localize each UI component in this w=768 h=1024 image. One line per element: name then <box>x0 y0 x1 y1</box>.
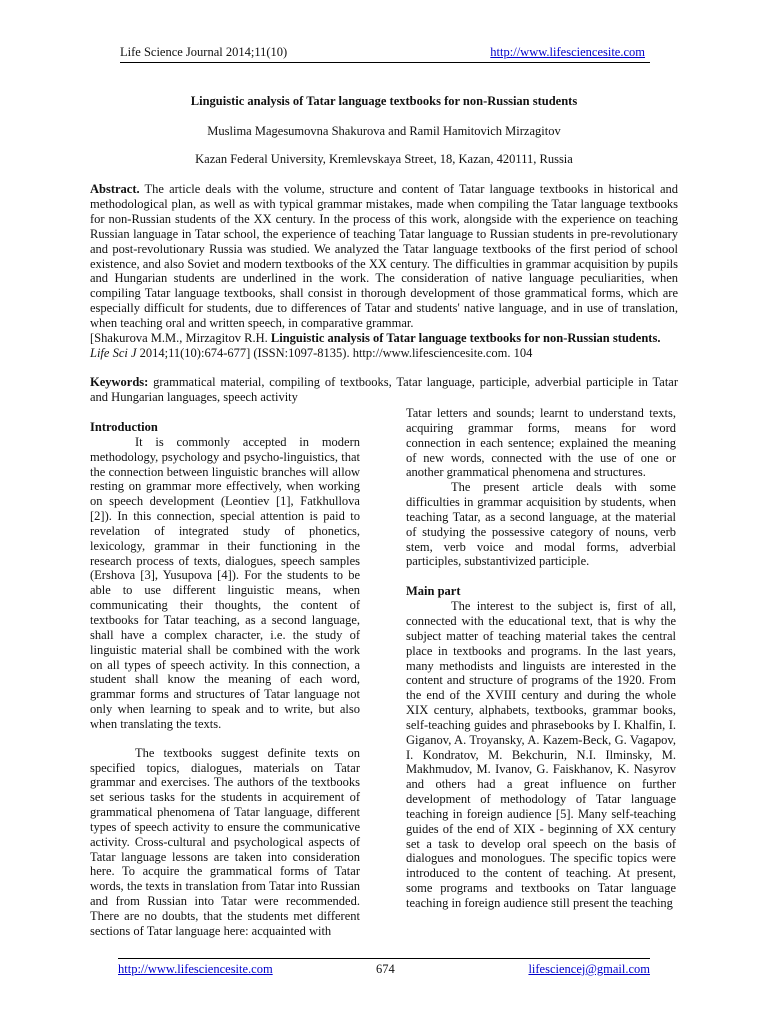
paper-affiliation: Kazan Federal University, Kremlevskaya Street, 18, Kazan, 420111, Russia <box>195 152 573 166</box>
paper-authors: Muslima Magesumovna Shakurova and Ramil Hamitovich Mirzagitov <box>207 124 561 138</box>
abstract <box>90 182 678 331</box>
abstract-label: Abstract. <box>90 182 140 196</box>
main-heading: Main part <box>406 584 461 599</box>
citation-prefix: [Shakurova M.M., Mirzagitov R.H. <box>90 331 271 345</box>
main-paragraph-1: The interest to the subject is, first of all, connected with the educational text, that is why the subject matter of teaching material takes the central place in textbooks and programs. In the last years, many methodists and linguists are interested in the content and structure of programs of the 1920. From the end of the XVIII century and during the whole XIX century, alphabets, textbooks, grammar books, self-teaching guides and phrasebooks by I. Khalfin, I. Giganov, A. Troyansky, A. Kazem-Beck, G. Vagapov, I. Kondratov, M. Bekchurin, N.I. Ilminsky, M. Makhmudov, M. Ivanov, G. Faiskhanov, K. Nasyrov and others had a great influence on further development of methodology of Tatar language teaching in foreign audience [5]. Many self-teaching guides of the end of XIX - beginning of XX century set a task to develop oral speech on the basis of dialogues and monologues. The specific topics were introduced to the content of teaching. At present, some programs and textbooks on Tatar language teaching in foreign audience still present the teaching <box>406 599 676 910</box>
page-footer <box>118 962 650 980</box>
header-rule <box>120 62 650 63</box>
abstract-text: The article deals with the volume, structure and content of Tatar language textbooks in historical and methodological plan, as well as with typical grammar mistakes, made when compiling the Tatar language textbooks for non-Russian students of the XX century. In the process of this work, alongside with the experience on teaching Russian language in Tatar school, the experience of teaching Tatar language to Russian students in pre-revolutionary and post-revolutionary Russia was studied. We analyzed the Tatar language textbooks of the first period of school existence, and also Soviet and modern textbooks of the XX century. The difficulties in grammar acquisition by pupils and Hungarian students are underlined in the work. The consideration of native language peculiarities, when compiling Tatar language textbooks, shall consist in thorough development of those grammatical forms, which are especially difficult for students, due to differences of Tatar and students' native language, and in use of translation, when teaching oral and written speech, in comparative grammar. <box>90 182 678 331</box>
intro-heading: Introduction <box>90 420 158 434</box>
citation-title: Linguistic analysis of Tatar language textbooks for non-Russian students. <box>270 331 661 345</box>
page-number: 674 <box>376 962 395 976</box>
right-column <box>406 406 676 911</box>
header-site-link[interactable]: http://www.lifesciencesite.com <box>490 45 645 59</box>
citation-journal: Life Sci J <box>90 345 137 360</box>
paragraph-gap <box>90 732 360 746</box>
keywords <box>90 375 678 405</box>
intro-paragraph-3: The present article deals with some difficulties in grammar acquisition by students, when teaching Tatar, as a second language, at the material of studying the possessive category of nouns, verb stem, verb voice and modal forms, adverbial participles, substantivized participle. <box>406 480 676 569</box>
left-column <box>90 420 360 939</box>
intro-paragraph-1: It is commonly accepted in modern methodology, psychology and psycho-linguistics, that the connection between linguistic branches will allow resting on grammar more effectively, when working on speech development (Leontiev [1], Fatkhullova [2]). In this connection, special attention is paid to revelation of integrated study of phonetics, lexicology, grammar in their functioning in the research process of texts, dialogues, speech samples (Ershova [3], Yusupova [4]). For the students to be able to use different linguistic means, when communicating their thoughts, the content of textbooks for Tatar teaching, as a second language, shall have a complex character, i.e. the study of linguistic material shall be combined with the work on all types of speech activity. In this connection, a student shall know the meaning of each word, grammar forms and structures of Tatar language not only when learning to speak and to write, but also when translating the texts. <box>90 434 360 731</box>
keywords-text: grammatical material, compiling of textbooks, Tatar language, participle, adverbial participle in Tatar and Hungarian languages, speech activity <box>90 375 678 404</box>
citation <box>90 331 678 361</box>
footer-email-link[interactable]: lifesciencej@gmail.com <box>528 962 650 976</box>
keywords-label: Keywords: <box>90 375 149 389</box>
intro-paragraph-2: The textbooks suggest definite texts on specified topics, dialogues, materials on Tatar grammar and exercises. The authors of the textbooks set serious tasks for the students in acquirement of grammatical phenomena of Tatar language, different types of speech activity to ensure the communicative activity. Cross-cultural and psychological aspects of Tatar language lessons are taken into consideration here. To acquire the grammatical forms of Tatar words, the texts in translation from Tatar into Russian and from Russian into Tatar were recommended. There are no doubts, that the students met different sections of Tatar language here: acquainted with <box>90 745 360 938</box>
paper-title: Linguistic analysis of Tatar language textbooks for non-Russian students <box>190 94 578 108</box>
journal-name: Life Science Journal 2014;11(10) <box>120 45 288 59</box>
intro-paragraph-2-continued: Tatar letters and sounds; learnt to understand texts, acquiring grammar forms, means for word connection in each sentence; explained the meaning of new words, connected with the use of one or another grammatical phenomena and structures. <box>406 406 676 480</box>
running-header <box>120 45 645 63</box>
section-gap <box>406 569 676 584</box>
citation-suffix: 2014;11(10):674-677] (ISSN:1097-8135). http://www.lifesciencesite.com. 104 <box>136 345 533 360</box>
footer-rule <box>118 958 650 959</box>
footer-site-link[interactable]: http://www.lifesciencesite.com <box>118 962 273 976</box>
